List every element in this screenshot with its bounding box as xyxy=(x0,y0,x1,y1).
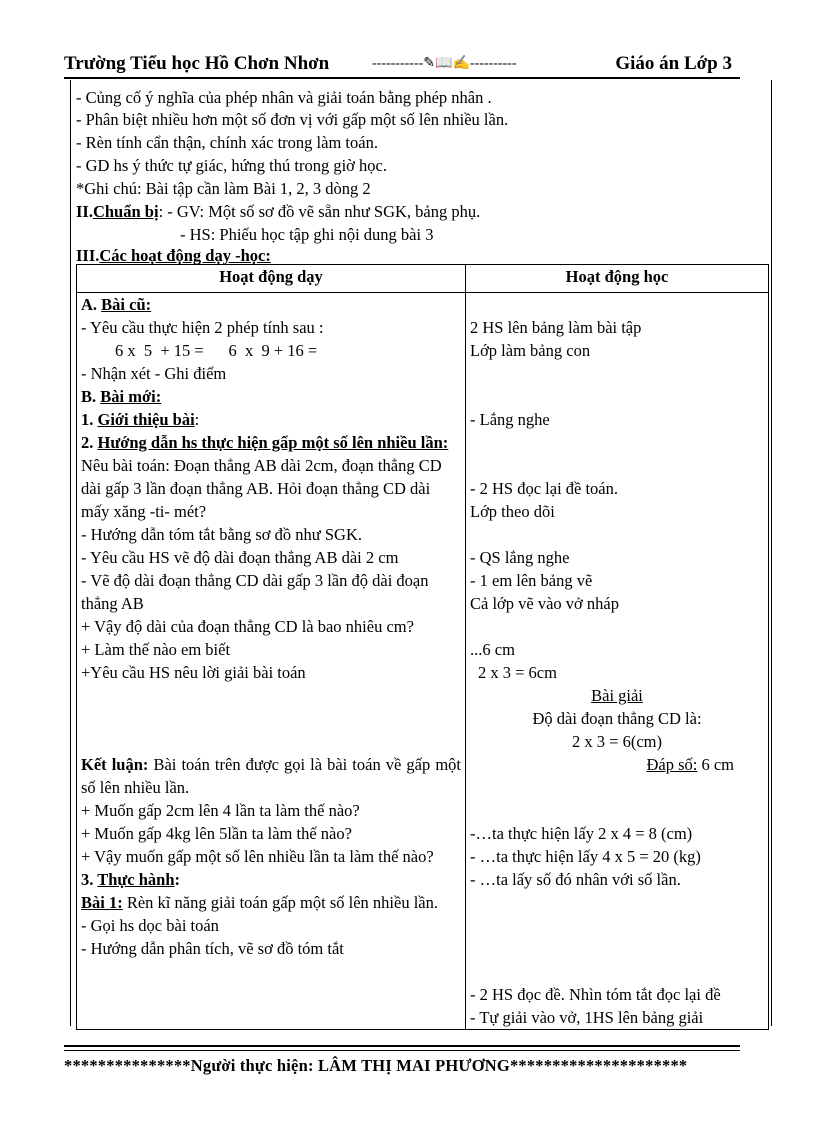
note-line: *Ghi chú: Bài tập cần làm Bài 1, 2, 3 dòng 2 xyxy=(76,179,371,198)
activities-roman: III. xyxy=(76,246,100,265)
conclusion-text: Bài toán trên được gọi là bài toán về gấp một số lên nhiều lần. xyxy=(81,755,461,797)
footer xyxy=(64,1056,764,1076)
section-3-suffix: : xyxy=(174,870,181,889)
solution-title: Bài giải xyxy=(591,686,643,705)
student-line: - Tự giải vào vở, 1HS lên bảng giải xyxy=(470,1008,704,1027)
student-column-header: Hoạt động học xyxy=(466,265,769,293)
objective-line: - Phân biệt nhiều hơn một số đơn vị với gấp một số lên nhiều lần. xyxy=(76,110,509,129)
grade-label: Giáo án Lớp 3 xyxy=(615,53,732,74)
answer-label: Đáp số: xyxy=(646,755,698,774)
spacer xyxy=(470,937,764,960)
prep-line-hs: - HS: Phiếu học tập ghi nội dung bài 3 xyxy=(180,225,434,244)
student-line: 2 x 3 = 6cm xyxy=(478,663,557,682)
spacer xyxy=(81,684,461,707)
teacher-line: + Vậy độ dài của đoạn thẳng CD là bao nhiêu cm? xyxy=(81,617,414,636)
header-rule xyxy=(64,77,740,79)
teacher-line: - Hướng dẫn phân tích, vẽ sơ đồ tóm tắt xyxy=(81,939,344,958)
answer-value: 6 cm xyxy=(697,755,734,774)
student-cell xyxy=(466,293,769,1030)
section-2-title: Hướng dẫn hs thực hiện gấp một số lên nhiều lần: xyxy=(97,433,449,452)
section-a-title: Bài cũ: xyxy=(101,295,152,314)
student-line: ...6 cm xyxy=(470,640,515,659)
spacer xyxy=(470,523,764,546)
spacer xyxy=(470,891,764,914)
student-line: 2 HS lên bảng làm bài tập xyxy=(470,318,642,337)
spacer xyxy=(470,431,764,454)
student-line: - 1 em lên bảng vẽ xyxy=(470,571,593,590)
spacer xyxy=(470,960,764,983)
student-line: - 2 HS đọc đề. Nhìn tóm tắt đọc lại đề xyxy=(470,985,721,1004)
student-line: - Lắng nghe xyxy=(470,410,550,429)
teacher-line: - Nhận xét - Ghi điểm xyxy=(81,364,227,383)
spacer xyxy=(470,385,764,408)
section-3-title: Thực hành xyxy=(97,870,175,889)
section-2-heading xyxy=(81,431,461,454)
prep-gv: : - GV: Một số sơ đồ vẽ sẵn như SGK, bảng phụ. xyxy=(158,202,481,221)
spacer xyxy=(470,776,764,799)
section-1-title: Giới thiệu bài xyxy=(97,410,195,429)
activities-title: Các hoạt động dạy -học: xyxy=(99,246,271,265)
objective-line: - Rèn tính cẩn thận, chính xác trong làm toán. xyxy=(76,133,378,152)
exercise-1-label: Bài 1: xyxy=(81,893,123,912)
teacher-cell xyxy=(77,293,466,1030)
exercise-1-text: Rèn kĩ năng giải toán gấp một số lên nhiều lần. xyxy=(122,893,438,912)
objective-line: - GD hs ý thức tự giác, hứng thú trong giờ học. xyxy=(76,156,387,175)
section-a-prefix: A. xyxy=(81,295,102,314)
spacer xyxy=(470,454,764,477)
section-1-suffix: : xyxy=(194,410,200,429)
footer-stars-left: *************** xyxy=(64,1056,191,1075)
spacer xyxy=(470,615,764,638)
spacer xyxy=(470,362,764,385)
lesson-table xyxy=(76,264,769,1030)
teacher-line: - Vẽ độ dài đoạn thẳng CD dài gấp 3 lần độ dài đoạn thẳng AB xyxy=(81,571,429,613)
teacher-line: 6 x 5 + 15 = 6 x 9 + 16 = xyxy=(115,341,318,360)
spacer xyxy=(470,914,764,937)
footer-author: Người thực hiện: LÂM THỊ MAI PHƯƠNG xyxy=(190,1056,510,1075)
section-b-heading xyxy=(81,385,461,408)
section-1-prefix: 1. xyxy=(81,410,98,429)
teacher-line: + Làm thế nào em biết xyxy=(81,640,231,659)
prep-roman: II. xyxy=(76,202,93,221)
section-3-prefix: 3. xyxy=(81,870,98,889)
prep-title: Chuẩn bị xyxy=(92,202,159,221)
student-line: Cả lớp vẽ vào vở nháp xyxy=(470,594,619,613)
conclusion xyxy=(81,753,461,799)
teacher-line: - Yêu cầu HS vẽ độ dài đoạn thẳng AB dài 2 cm xyxy=(81,548,399,567)
conclusion-label: Kết luận: xyxy=(81,755,149,774)
exercise-1 xyxy=(81,891,461,914)
prep-line-gv xyxy=(76,201,480,223)
student-line: -…ta thực hiện lấy 2 x 4 = 8 (cm) xyxy=(470,824,693,843)
section-1-heading xyxy=(81,408,461,431)
solution-line: Độ dài đoạn thẳng CD là: xyxy=(532,709,702,728)
section-b-prefix: B. xyxy=(81,387,101,406)
section-3-heading xyxy=(81,868,461,891)
table-header-row xyxy=(77,265,769,293)
section-b-title: Bài mới: xyxy=(100,387,162,406)
footer-rule-top xyxy=(64,1045,740,1047)
student-line: - QS lắng nghe xyxy=(470,548,570,567)
teacher-line: + Muốn gấp 2cm lên 4 lần ta làm thế nào? xyxy=(81,801,360,820)
teacher-line: + Muốn gấp 4kg lên 5lần ta làm thế nào? xyxy=(81,824,352,843)
section-a-heading xyxy=(81,293,461,316)
objective-line: - Củng cố ý nghĩa của phép nhân và giải toán bằng phép nhân . xyxy=(76,88,492,107)
teacher-line: - Yêu cầu thực hiện 2 phép tính sau : xyxy=(81,318,324,337)
teacher-column-header: Hoạt động dạy xyxy=(77,265,466,293)
spacer xyxy=(470,293,764,316)
student-line: - …ta lấy số đó nhân với số lần. xyxy=(470,870,681,889)
teacher-line: - Gọi hs dọc bài toán xyxy=(81,916,219,935)
section-2-prefix: 2. xyxy=(81,433,98,452)
spacer xyxy=(470,799,764,822)
footer-rule-bottom xyxy=(64,1050,740,1051)
teacher-line: + Vậy muốn gấp một số lên nhiều lần ta làm thế nào? xyxy=(81,847,434,866)
student-line: - …ta thực hiện lấy 4 x 5 = 20 (kg) xyxy=(470,847,701,866)
school-name: Trường Tiểu học Hồ Chơn Nhơn xyxy=(64,53,330,74)
student-line: - 2 HS đọc lại đề toán. xyxy=(470,479,619,498)
student-line: Lớp theo dõi xyxy=(470,502,555,521)
solution-answer xyxy=(470,753,764,776)
teacher-line: - Hướng dẫn tóm tắt bằng sơ đồ như SGK. xyxy=(81,525,362,544)
solution-line: 2 x 3 = 6(cm) xyxy=(572,732,662,751)
footer-stars-right: ********************* xyxy=(509,1056,688,1075)
teacher-line: +Yêu cầu HS nêu lời giải bài toán xyxy=(81,663,306,682)
book-ornament-icon: -----------✎📖✍---------- xyxy=(372,56,517,71)
page-header xyxy=(64,53,740,79)
table-row xyxy=(77,293,769,1030)
student-line: Lớp làm bảng con xyxy=(470,341,591,360)
teacher-line: Nêu bài toán: Đoạn thẳng AB dài 2cm, đoạn thẳng CD dài gấp 3 lần đoạn thẳng AB. Hỏi đoạn thẳng CD dài mấy xăng -ti- mét? xyxy=(81,456,442,521)
spacer xyxy=(81,707,461,730)
spacer xyxy=(81,730,461,753)
